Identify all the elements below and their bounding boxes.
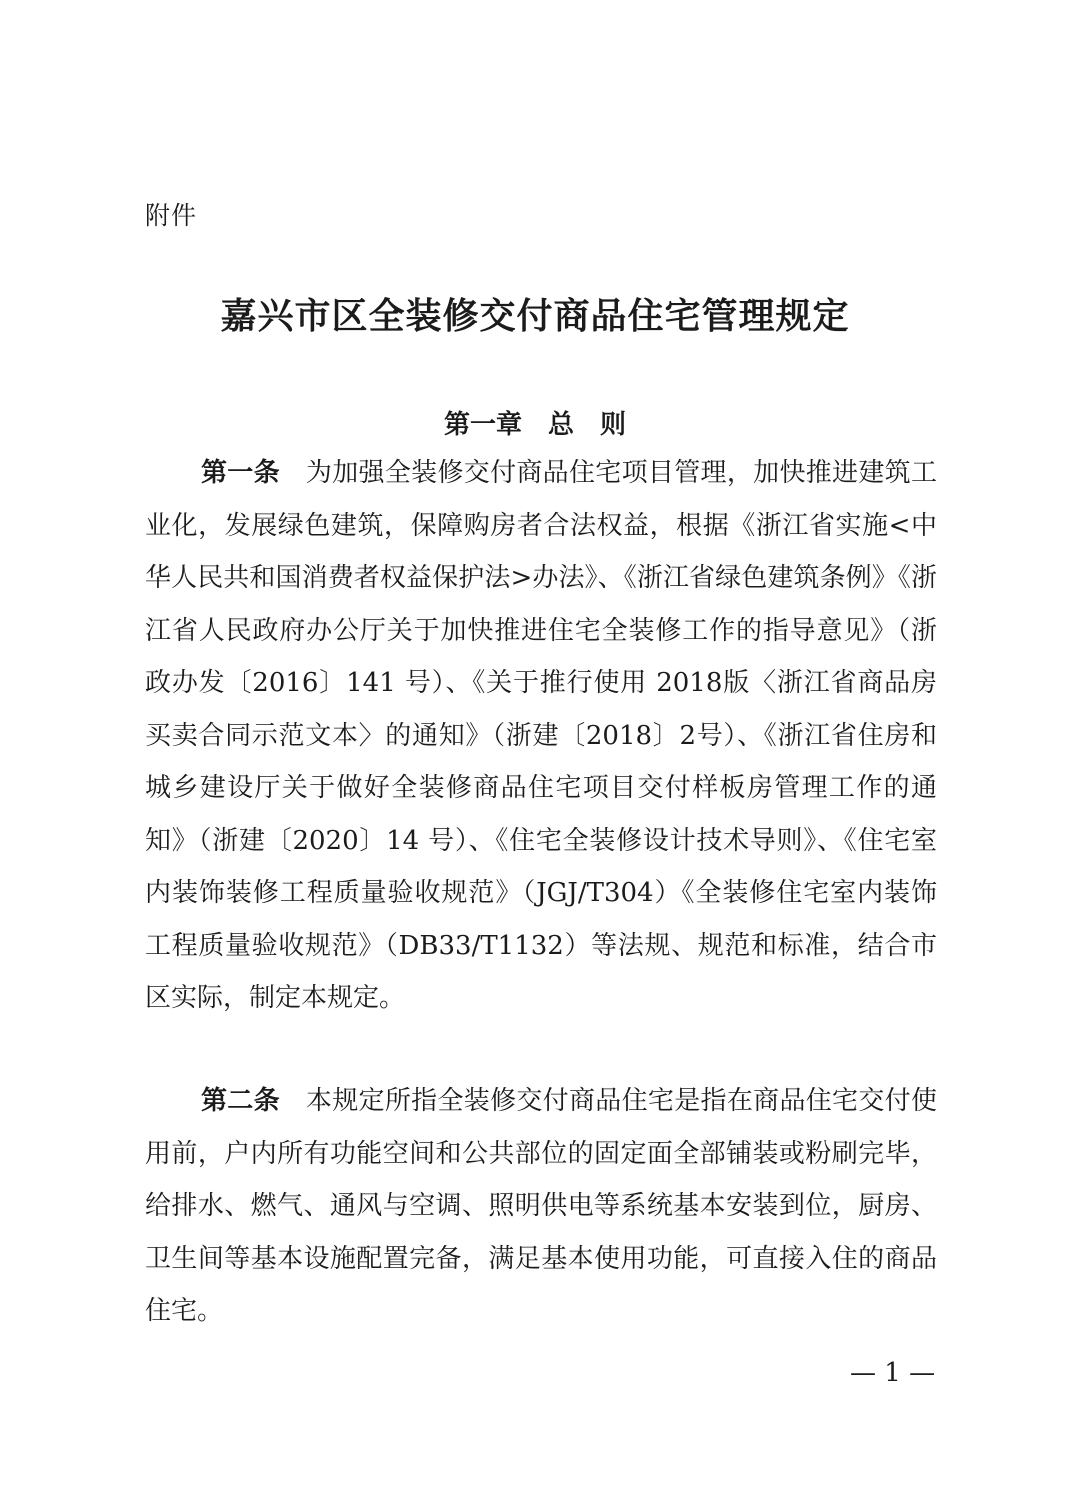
page-number: — 1 — — [850, 1358, 936, 1388]
article-1-label: 第一条 — [201, 458, 280, 488]
article-2 — [145, 1075, 937, 1338]
article-1 — [145, 447, 937, 1025]
article-1-text: 为加强全装修交付商品住宅项目管理，加快推进建筑工业化，发展绿色建筑，保障购房者合法权益，根据《浙江省实施<中华人民共和国消费者权益保护法>办法》、《浙江省绿色建筑条例》《浙江省人民政府办公厅关于加快推进住宅全装修工作的指导意见》（浙政办发〔2016〕141 号）、《关于推行使用 2018版〈浙江省商品房买卖合同示范文本〉的通知》（浙建〔2018〕2号）、《浙江省住房和城乡建设厅关于做好全装修商品住宅项目交付样板房管理工作的通知》（浙建〔2020〕14 号）、《住宅全装修设计技术导则》、《住宅室内装饰装修工程质量验收规范》（JGJ/T304）《全装修住宅室内装饰工程质量验收规范》（DB33/T1132）等法规、规范和标准，结合市区实际，制定本规定。 — [145, 458, 937, 1013]
chapter-heading: 第一章 总 则 — [443, 410, 626, 440]
article-2-text: 本规定所指全装修交付商品住宅是指在商品住宅交付使用前，户内所有功能空间和公共部位的固定面全部铺装或粉刷完毕，给排水、燃气、通风与空调、照明供电等系统基本安装到位，厨房、卫生间等基本设施配置完备，满足基本使用功能，可直接入住的商品住宅。 — [145, 1086, 937, 1326]
article-2-label: 第二条 — [201, 1086, 280, 1116]
attachment-label: 附件 — [145, 201, 198, 230]
document-title: 嘉兴市区全装修交付商品住宅管理规定 — [220, 296, 850, 337]
